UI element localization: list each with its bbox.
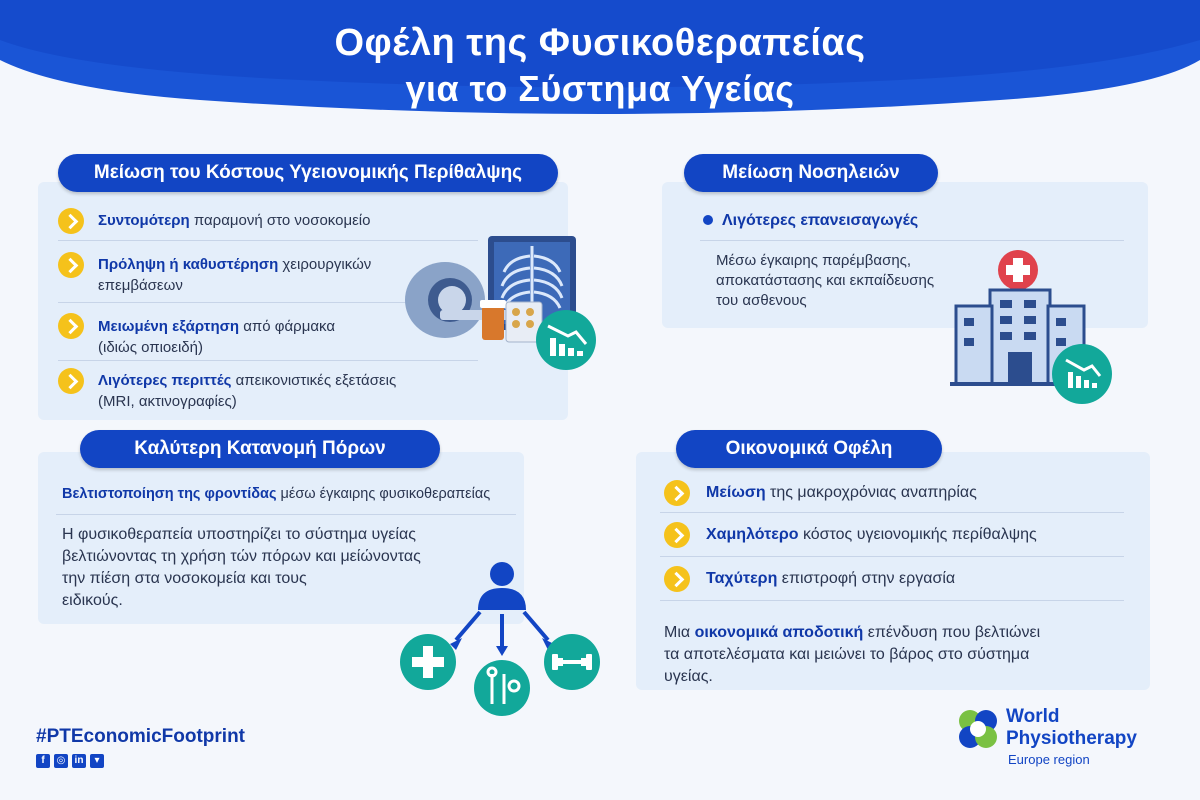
divider <box>660 600 1124 601</box>
brand-name-line2: Physiotherapy <box>1006 728 1137 749</box>
hospital-building-icon <box>950 248 1120 408</box>
cost-item-2: Πρόληψη ή καθυστέρηση χειρουργικών επεμβάσεων <box>98 256 372 294</box>
hashtag[interactable]: #PTEconomicFootprint <box>36 726 245 747</box>
hospitalizations-desc-2: αποκατάστασης και εκπαίδευσης <box>716 272 935 289</box>
medical-imaging-illustration <box>400 232 610 372</box>
resource-allocation-illustration <box>400 558 610 718</box>
chevron-right-icon <box>664 522 690 548</box>
page-title-line1: Οφέλη της Φυσικοθεραπείας <box>334 22 866 64</box>
page-title-line2: για το Σύστημα Υγείας <box>405 68 795 109</box>
cost-item-3: Μειωμένη εξάρτηση από φάρμακα (ιδιώς οπιοειδή) <box>98 318 335 356</box>
economic-summary-2: τα αποτελέσματα και μειώνει το βάρος στο σύστημα <box>664 646 1030 663</box>
facebook-icon[interactable]: f <box>36 754 50 768</box>
cost-item-1: Συντομότερη παραμονή στο νοσοκομείο <box>98 212 371 229</box>
economic-item-1: Μείωση της μακροχρόνιας αναπηρίας <box>706 484 977 501</box>
hospitalizations-section-title: Μείωση Νοσηλειών <box>684 154 938 192</box>
economic-item-2: Χαμηλότερο κόστος υγειονομικής περίθαλψης <box>706 526 1037 543</box>
resources-desc-1: Η φυσικοθεραπεία υποστηρίζει το σύστημα υγείας <box>62 526 416 543</box>
divider <box>660 556 1124 557</box>
brand-region: Europe region <box>1008 752 1090 767</box>
resources-desc-4: ειδικούς. <box>62 592 123 609</box>
resources-desc-2: βελτιώνοντας τη χρήση τών πόρων και μείώνοντας <box>62 548 421 565</box>
economic-summary-3: υγείας. <box>664 668 713 685</box>
readmissions-bullet: Λιγότερες επανεισαγωγές <box>722 212 919 229</box>
economic-section-title: Οικονομικά Οφέλη <box>676 430 942 468</box>
bullet-dot-icon <box>702 214 714 226</box>
divider <box>700 240 1124 241</box>
chevron-right-icon <box>58 368 84 394</box>
chevron-right-icon <box>58 252 84 278</box>
divider <box>56 514 516 515</box>
economic-item-3: Ταχύτερη επιστροφή στην εργασία <box>706 570 956 587</box>
chevron-right-icon <box>58 208 84 234</box>
resources-section-title: Καλύτερη Κατανομή Πόρων <box>80 430 440 468</box>
linkedin-icon[interactable]: in <box>72 754 86 768</box>
chevron-right-icon <box>664 480 690 506</box>
world-physiotherapy-logo-icon <box>955 706 1001 752</box>
chevron-right-icon <box>664 566 690 592</box>
resources-desc-3: την πίέση στα νοσοκομεία και τους <box>62 570 307 587</box>
chevron-right-icon <box>58 313 84 339</box>
divider <box>660 512 1124 513</box>
cost-item-4: Λιγότερες περιττές απεικονιστικές εξετάσεις (MRI, ακτινογραφίες) <box>98 372 397 410</box>
resources-lead: Βελτιστοποίηση της φροντίδας μέσω έγκαιρης φυσικοθεραπείας <box>62 486 491 502</box>
economic-summary-1: Μια οικονομικά αποδοτική επένδυση που βελτιώνει <box>664 624 1041 641</box>
hospitalizations-desc-1: Μέσω έγκαιρης παρέμβασης, <box>716 252 912 269</box>
brand-name-line1: World <box>1006 706 1060 727</box>
hospitalizations-desc-3: του ασθενους <box>716 292 807 309</box>
bluesky-icon[interactable]: ▾ <box>90 754 104 768</box>
cost-section-title: Μείωση του Κόστους Υγειονομικής Περίθαλψης <box>58 154 558 192</box>
instagram-icon[interactable]: ◎ <box>54 754 68 768</box>
